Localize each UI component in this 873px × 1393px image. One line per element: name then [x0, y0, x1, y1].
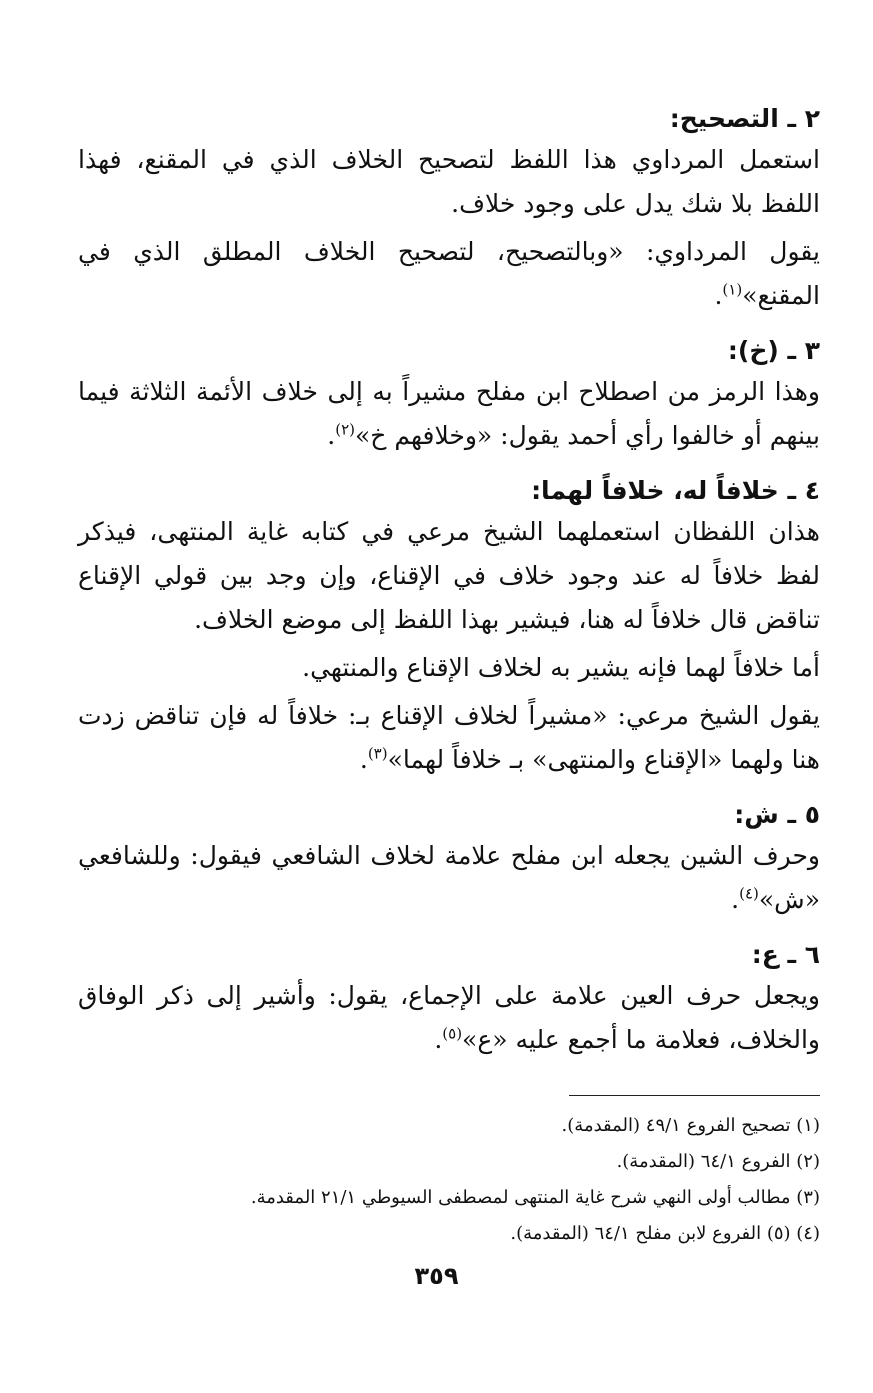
section-heading: ٤ ـ خلافاً له، خلافاً لهما:: [531, 476, 820, 505]
section-heading: ٦ ـ ع:: [751, 940, 820, 969]
section-khilafan: [78, 472, 820, 782]
section-heading: ٢ ـ التصحيح:: [669, 104, 820, 133]
footnotes: [78, 1108, 820, 1252]
section-heading: ٥ ـ ش:: [734, 800, 820, 829]
paragraph-tail: .: [327, 421, 336, 450]
footnote-item: (٤) (٥) الفروع لابن مفلح ٦٤/١ (المقدمة).: [510, 1223, 820, 1244]
paragraph-text: وهذا الرمز من اصطلاح ابن مفلح مشيراً به إلى خلاف الأئمة الثلاثة فيما بينهم أو خالفوا رأي أحمد يقول: «وخلافهم خ»: [78, 377, 820, 450]
footnote-marker[interactable]: (٣): [367, 744, 388, 763]
paragraph-text: ويجعل حرف العين علامة على الإجماع، يقول: وأشير إلى ذكر الوفاق والخلاف، فعلامة ما أجمع عليه «ع»: [78, 981, 820, 1054]
section-shin: [78, 796, 820, 922]
footnote-item: (٣) مطالب أولى النهي شرح غاية المنتهى لمصطفى السيوطي ٢١/١ المقدمة.: [250, 1187, 820, 1208]
paragraph: [78, 370, 820, 458]
section-ayn: [78, 936, 820, 1062]
paragraph-tail: .: [714, 281, 723, 310]
paragraph-tail: .: [731, 885, 740, 914]
footnote-marker[interactable]: (١): [722, 280, 743, 299]
footnote-marker[interactable]: (٢): [335, 420, 355, 439]
paragraph-tail: .: [359, 745, 368, 774]
paragraph-text: وحرف الشين يجعله ابن مفلح علامة لخلاف الشافعي فيقول: وللشافعي «ش»: [78, 841, 821, 914]
paragraph-tail: .: [434, 1025, 443, 1054]
footnote-divider: [569, 1095, 820, 1096]
paragraph: [78, 510, 820, 642]
footnote-item: (١) تصحيح الفروع ٤٩/١ (المقدمة).: [561, 1115, 820, 1136]
footnote-item: (٢) الفروع ٦٤/١ (المقدمة).: [616, 1151, 820, 1172]
paragraph: [78, 230, 820, 318]
section-tashih: [78, 100, 820, 318]
paragraph: [78, 694, 820, 782]
page-body: [78, 100, 820, 1076]
paragraph-text: يقول الشيخ مرعي: «مشيراً لخلاف الإقناع بـ: خلافاً له فإن تناقض زدت هنا ولهما «الإقناع والمنتهى» بـ خلافاً لهما»: [78, 701, 820, 774]
section-kha: [78, 332, 820, 458]
paragraph-text: أما خلافاً لهما فإنه يشير به لخلاف الإقناع والمنتهي.: [302, 653, 820, 682]
page-number: ٣٥٩: [414, 1262, 459, 1290]
paragraph-text: هذان اللفظان استعملهما الشيخ مرعي في كتابه غاية المنتهى، فيذكر لفظ خلافاً له عند وجود خلاف في الإقناع، وإن وجد بين قولي الإقناع تناقض قال خلافاً له هنا، فيشير بهذا اللفظ إلى موضع الخلاف.: [78, 517, 820, 634]
paragraph: [78, 834, 820, 922]
paragraph-text: يقول المرداوي: «وبالتصحيح، لتصحيح الخلاف المطلق الذي في المقنع»: [78, 237, 820, 310]
paragraph: [78, 138, 820, 226]
footnote-marker[interactable]: (٥): [442, 1024, 463, 1043]
paragraph: [78, 646, 820, 690]
paragraph-text: استعمل المرداوي هذا اللفظ لتصحيح الخلاف الذي في المقنع، فهذا اللفظ بلا شك يدل على وجود خلاف.: [78, 145, 820, 218]
section-heading: ٣ ـ (خ):: [727, 336, 820, 365]
paragraph: [78, 974, 820, 1062]
footnote-marker[interactable]: (٤): [739, 884, 759, 903]
